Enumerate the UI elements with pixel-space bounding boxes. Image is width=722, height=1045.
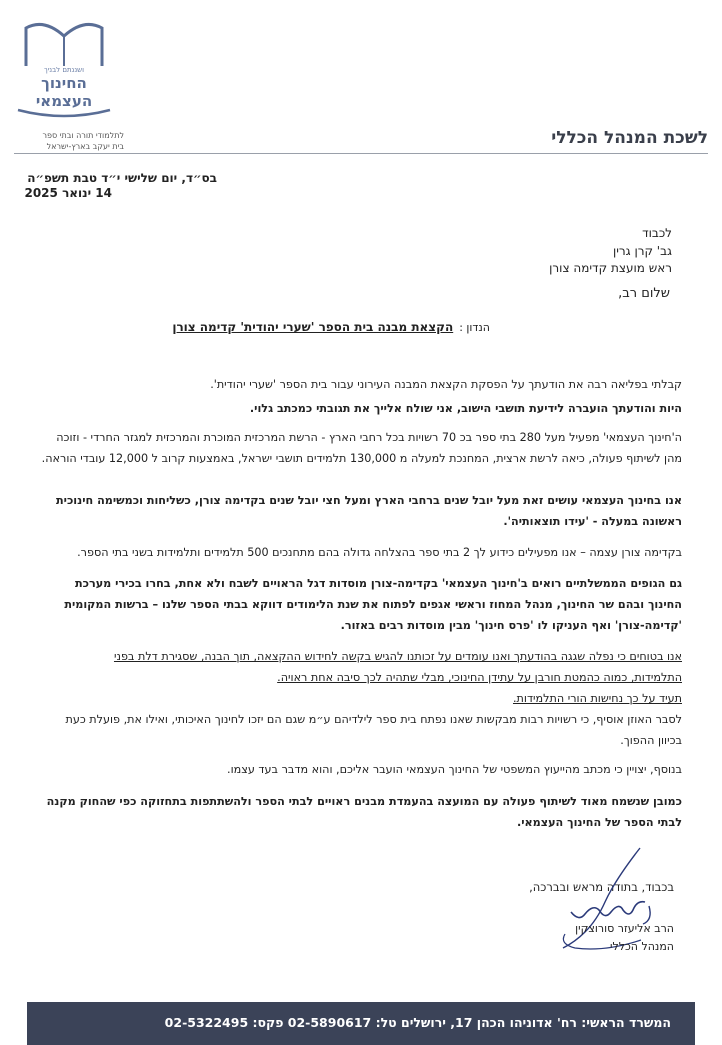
footer-contact: המשרד הראשי: רח' אדוניהו הכהן 17, ירושלים טל: 02-5890617 פקס: 02-5322495 bbox=[164, 1015, 671, 1030]
signer-title: המנהל הכללי bbox=[610, 940, 674, 953]
paragraph-10: כמובן שנשמח מאוד לשיתוף פעולה עם המועצה בהעמדת מבנים ראויים לבתי הספר ולהשתתפות בתחזוקה כפי שהחוק מקנה לבתי הספר של החינוך העצמאי. bbox=[46, 795, 682, 829]
paragraph-2: היות והודעתך הועברה לידיעת תושבי הישוב, אני שולח אלייך את תגובתי כמכתב גלוי. bbox=[249, 402, 682, 415]
closing: בכבוד, בתודה מראש ובברכה, bbox=[529, 880, 674, 894]
addressee-title: ראש מועצת קדימה צורן bbox=[549, 261, 672, 275]
paragraph-7 bbox=[40, 646, 682, 709]
logo bbox=[14, 10, 114, 122]
paragraph-8: לסבר האוזן אוסיף, כי רשויות רבות מבקשות שאנו נפתח בית ספר לילדיהם ע״מ שגם הם יזכו לחינוך האיכותי, ואילו את, פועלת כעת בכיוון ההפוך. bbox=[65, 713, 682, 747]
paragraph-9: בנוסף, יצויין כי מכתב מהייעוץ המשפטי של החינוך העצמאי הועבר אליכם, והוא מדבר בעד עצמו. bbox=[227, 763, 682, 776]
signer-name: הרב אליעזר סורוצקין bbox=[575, 922, 674, 935]
greeting: שלום רב, bbox=[618, 286, 670, 301]
paragraph-7-line-3: תעיד על כך נחישות הורי התלמידות. bbox=[512, 692, 682, 705]
logo-subtitle-line2: בית יעקב בארץ-ישראל bbox=[46, 142, 124, 151]
paragraph-7-line-2: התלמידות, כמוה כהמטת חורבן על עתידן החינוכי, מבלי שתהיה לכך סיבה אחת ראויה. bbox=[277, 671, 682, 684]
subject-text: הקצאת מבנה בית הספר 'שערי יהודית' קדימה צורן bbox=[172, 320, 454, 334]
addressee-label: לכבוד bbox=[642, 226, 672, 240]
logo-small-text: ושננתם לבניך bbox=[43, 66, 85, 74]
paragraph-6: גם הגופים הממשלתיים רואים ב'חינוך העצמאי' בקדימה-צורן מוסדות דגל הראויים לשבח ולא אחת, בחרו בכירי מערכת החינוך ובהם שר החינוך, מנהל המחוז וראשי אגפים לפתוח את שנת הלימודים דווקא בבתי הספר שלנו – ברשות המקומית 'קדימה-צורן' ואף העניקו לו 'פרס חינוך' מבין מוסדות רבים באזור. bbox=[64, 577, 682, 632]
paragraph-5: בקדימה צורן עצמה – אנו מפעילים כידוע לך 2 בתי ספר בהצלחה גדולה בהם מתחנכים 500 תלמידים ותלמידות בשני בתי הספר. bbox=[77, 546, 682, 559]
subject-line bbox=[172, 320, 490, 334]
date-hebrew: בס״ד, יום שלישי י״ד טבת תשפ״ה bbox=[27, 171, 217, 185]
header-divider bbox=[14, 153, 708, 154]
office-title: לשכת המנהל הכללי bbox=[551, 128, 708, 148]
subject-label: הנדון : bbox=[459, 321, 490, 334]
date-gregorian: 14 ינואר 2025 bbox=[24, 186, 112, 200]
logo-name-line2: העצמאי bbox=[35, 92, 93, 110]
footer-bar bbox=[27, 1002, 695, 1045]
paragraph-7-line-1: אנו בטוחים כי נפלה שגגה בהודעתך ואנו עומדים על זכותנו להגיש בקשה לחידוש ההקצאה, תוך הבנה, שסגירת דלת בפני bbox=[113, 650, 682, 663]
logo-name-line1: החינוך bbox=[41, 74, 87, 92]
paragraph-4: אנו בחינוך העצמאי עושים זאת מעל יובל שנים ברחבי הארץ ומעל חצי יובל שנים בקדימה צורן, כשליחות וכמשימה חינוכית ראשונה במעלה - 'עידו תוצאותיה'. bbox=[56, 494, 682, 528]
paragraph-3: ה'חינוך העצמאי' מפעיל מעל 280 בתי ספר בכ 70 רשויות בכל רחבי הארץ - הרשת המרכזית המוכרת והמרכזית למגזר החרדי - וזוכה מהן לשיתוף פעולה, כיאה לרשת ארצית, המחנכת למעלה מ 130,000 תלמידים תושבי ישראל, באמצעות קרוב ל 12,000 עובדי הוראה. bbox=[41, 431, 682, 465]
addressee-name: גב' קרן גרין bbox=[612, 244, 672, 258]
logo-subtitle-line1: לתלמודי תורה ובתי ספר bbox=[42, 131, 124, 140]
paragraph-1: קבלתי בפליאה רבה את הודעתך על הפסקת הקצאת המבנה העירוני עבור בית הספר 'שערי יהודית'. bbox=[210, 378, 682, 391]
